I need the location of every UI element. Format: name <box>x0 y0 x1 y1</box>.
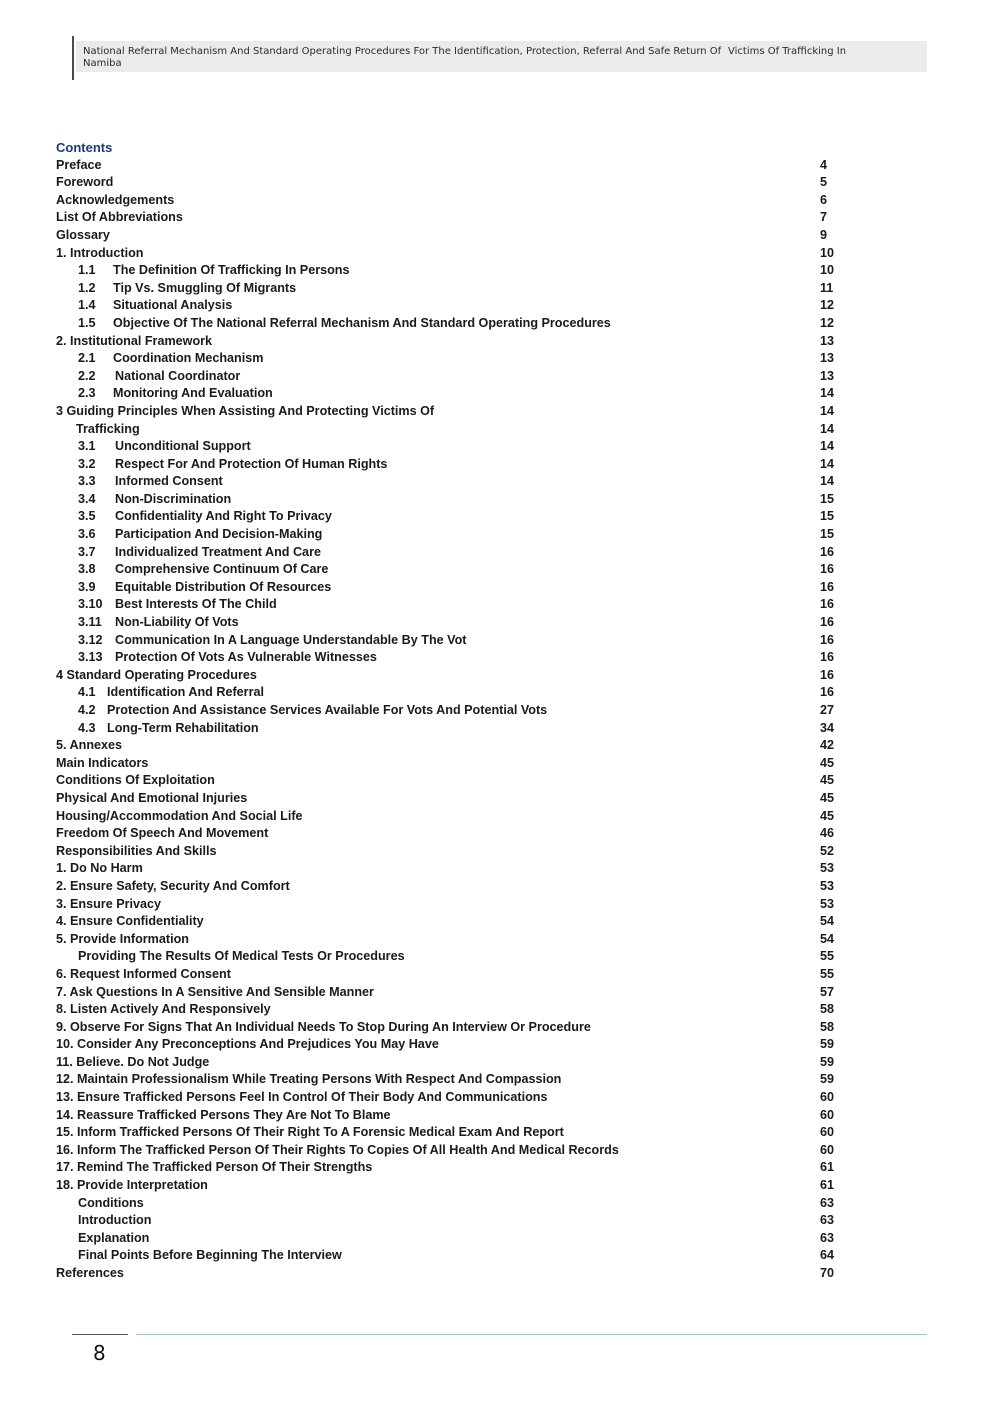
toc-entry-label: 2. Ensure Safety, Security And Comfort <box>56 878 290 893</box>
toc-entry-number: 2.3 <box>78 386 96 401</box>
toc-entry-label: Best Interests Of The Child <box>115 597 277 612</box>
toc-entry-label: 14. Reassure Trafficked Persons They Are Not To Blame <box>56 1107 391 1122</box>
toc-entry[interactable] <box>56 456 846 474</box>
toc-entry[interactable] <box>56 544 846 562</box>
toc-entry-page: 64 <box>820 1248 835 1263</box>
toc-entry-label: List Of Abbreviations <box>56 210 183 225</box>
toc-entry-page: 70 <box>820 1266 835 1280</box>
toc-entry-number: 3.8 <box>78 562 96 577</box>
toc-entry-label: 8. Listen Actively And Responsively <box>56 1002 271 1017</box>
toc-entry-page: 13 <box>820 368 835 383</box>
toc-entry[interactable] <box>56 1177 846 1195</box>
toc-entry-label: 1. Introduction <box>56 245 144 260</box>
toc-entry-page: 12 <box>820 298 835 313</box>
toc-entry-label: 15. Inform Trafficked Persons Of Their Right To A Forensic Medical Exam And Report <box>56 1125 564 1140</box>
toc-entry-label: Non-Discrimination <box>115 491 232 506</box>
toc-entry-label: Conditions <box>78 1195 144 1210</box>
toc-entry[interactable] <box>56 192 846 210</box>
toc-entry-label: 9. Observe For Signs That An Individual Needs To Stop During An Interview Or Procedure <box>56 1019 591 1034</box>
toc-entry-page: 14 <box>820 456 835 471</box>
toc-entry-label: Tip Vs. Smuggling Of Migrants <box>113 280 297 295</box>
toc-entry-number: 3.11 <box>78 615 102 630</box>
toc-entry[interactable] <box>56 1071 846 1089</box>
toc-entry-page: 63 <box>820 1230 835 1245</box>
toc-entry[interactable] <box>56 350 846 368</box>
toc-entry-page: 58 <box>820 1002 835 1017</box>
toc-entry[interactable] <box>56 843 846 861</box>
toc-entry-label: Situational Analysis <box>113 298 233 313</box>
toc-entry-label: Individualized Treatment And Care <box>115 544 321 559</box>
toc-entry-label: 3 Guiding Principles When Assisting And Protecting Victims Of <box>56 403 435 418</box>
toc-entry[interactable] <box>56 174 846 192</box>
table-of-contents <box>56 139 846 1283</box>
toc-entry-page: 45 <box>820 755 835 770</box>
toc-entry-label: Long-Term Rehabilitation <box>107 720 259 735</box>
toc-entry-page: 58 <box>820 1019 835 1034</box>
toc-entry-page: 52 <box>820 843 835 858</box>
toc-entry-label: Main Indicators <box>56 755 149 770</box>
toc-entry-page: 13 <box>820 333 835 348</box>
toc-entry-label: Communication In A Language Understandable By The Vot <box>115 632 467 647</box>
toc-entry-label: Final Points Before Beginning The Interview <box>78 1248 342 1263</box>
toc-entry[interactable] <box>56 1142 846 1160</box>
toc-entry-number: 1.4 <box>78 298 96 313</box>
toc-entry-page: 15 <box>820 509 835 524</box>
toc-entry[interactable] <box>56 931 846 949</box>
header-title-line2: Namiba <box>83 58 122 69</box>
toc-entry[interactable] <box>56 280 846 298</box>
toc-entry[interactable] <box>56 1089 846 1107</box>
toc-entry-label: Identification And Referral <box>107 685 264 700</box>
toc-entry-label: 18. Provide Interpretation <box>56 1178 208 1193</box>
toc-entry[interactable] <box>56 1054 846 1072</box>
toc-entry-number: 2.2 <box>78 368 96 383</box>
toc-entry-label: 11. Believe. Do Not Judge <box>56 1054 210 1069</box>
toc-entry[interactable] <box>56 667 846 685</box>
toc-entry-label: 7. Ask Questions In A Sensitive And Sensible Manner <box>56 984 374 999</box>
toc-entry-page: 16 <box>820 650 835 665</box>
toc-entry-number: 3.13 <box>78 650 103 665</box>
toc-entry-label: Monitoring And Evaluation <box>113 386 273 401</box>
toc-entry-page: 14 <box>820 386 835 401</box>
toc-entry[interactable] <box>56 596 846 614</box>
toc-entry-page: 14 <box>820 403 835 418</box>
toc-entry-number: 3.9 <box>78 579 96 594</box>
toc-entry[interactable] <box>56 421 846 439</box>
toc-entry-page: 55 <box>820 949 835 964</box>
toc-entry-page: 59 <box>820 1054 835 1069</box>
toc-entry-page: 14 <box>820 421 835 436</box>
toc-entry[interactable] <box>56 1019 846 1037</box>
toc-entry-number: 4.3 <box>78 720 96 735</box>
toc-entry-page: 53 <box>820 861 835 876</box>
toc-entry-label: Respect For And Protection Of Human Rights <box>115 456 388 471</box>
toc-entry[interactable] <box>56 1247 846 1265</box>
toc-entry[interactable] <box>56 825 846 843</box>
toc-entry[interactable] <box>56 297 846 315</box>
toc-entry[interactable] <box>56 368 846 386</box>
toc-entry-number: 3.10 <box>78 597 103 612</box>
toc-entry[interactable] <box>56 702 846 720</box>
toc-entry-label: The Definition Of Trafficking In Persons <box>113 263 350 278</box>
toc-entry-label: References <box>56 1266 124 1280</box>
toc-entry-label: 5. Annexes <box>56 738 123 753</box>
toc-entry-page: 59 <box>820 1072 835 1087</box>
toc-entry-page: 4 <box>820 157 828 172</box>
toc-entry[interactable] <box>56 632 846 650</box>
toc-entry[interactable] <box>56 403 846 421</box>
toc-entry[interactable] <box>56 245 846 263</box>
toc-entry-label: Protection Of Vots As Vulnerable Witnesses <box>115 650 377 665</box>
toc-entry-number: 4.1 <box>78 685 96 700</box>
toc-entry-page: 60 <box>820 1142 835 1157</box>
contents-heading: Contents <box>56 140 113 155</box>
toc-entry-label: 1. Do No Harm <box>56 861 143 876</box>
toc-entry-page: 14 <box>820 474 835 489</box>
toc-entry-page: 10 <box>820 263 835 278</box>
toc-entry-page: 12 <box>820 315 835 330</box>
toc-entry-label: Objective Of The National Referral Mechanism And Standard Operating Procedures <box>113 315 611 330</box>
toc-entry-page: 13 <box>820 351 835 366</box>
toc-entry-page: 63 <box>820 1213 835 1228</box>
toc-entry-label: Glossary <box>56 227 110 242</box>
toc-entry-label: Informed Consent <box>115 474 223 489</box>
toc-entry[interactable] <box>56 1036 846 1054</box>
toc-entry[interactable] <box>56 1230 846 1248</box>
toc-entry-page: 54 <box>820 931 835 946</box>
toc-entry-number: 3.5 <box>78 509 96 524</box>
toc-entry[interactable] <box>56 649 846 667</box>
toc-entry-page: 45 <box>820 790 835 805</box>
toc-entry-label: 4. Ensure Confidentiality <box>56 914 204 929</box>
toc-entry-page: 15 <box>820 527 835 542</box>
toc-entry-page: 16 <box>820 579 835 594</box>
toc-entry-page: 27 <box>820 703 835 717</box>
toc-entry[interactable] <box>56 1107 846 1125</box>
toc-entry[interactable] <box>56 579 846 597</box>
toc-entry-page: 42 <box>820 738 835 753</box>
toc-entry[interactable] <box>56 808 846 826</box>
toc-entry-label: 16. Inform The Trafficked Person Of Their Rights To Copies Of All Health And Medical Records <box>56 1142 619 1157</box>
toc-entry-page: 16 <box>820 685 835 700</box>
toc-entry-page: 16 <box>820 597 835 612</box>
toc-entry[interactable] <box>56 966 846 984</box>
toc-entry-label: Physical And Emotional Injuries <box>56 790 248 805</box>
toc-entry[interactable] <box>56 385 846 403</box>
toc-entry[interactable] <box>56 1212 846 1230</box>
toc-entry-page: 46 <box>820 826 835 841</box>
toc-entry[interactable] <box>56 1265 846 1283</box>
toc-entry[interactable] <box>56 438 846 456</box>
toc-entry-number: 1.5 <box>78 315 96 330</box>
toc-entry-label: Unconditional Support <box>115 439 251 454</box>
toc-entry-label: Providing The Results Of Medical Tests Or Procedures <box>78 949 405 964</box>
toc-entry-page: 6 <box>820 192 828 207</box>
toc-entry-label: National Coordinator <box>115 368 241 383</box>
toc-entry-page: 10 <box>820 245 835 260</box>
toc-entry-page: 16 <box>820 632 835 647</box>
header-title-line1: National Referral Mechanism And Standard Operating Procedures For The Identification, Protection, Referral And Safe Return Of <box>83 46 722 57</box>
running-header <box>76 41 927 72</box>
toc-entry-label: Participation And Decision-Making <box>115 527 323 542</box>
toc-entry-label: Foreword <box>56 175 114 190</box>
toc-entry-number: 3.1 <box>78 439 96 454</box>
toc-entry[interactable] <box>56 984 846 1002</box>
toc-entry[interactable] <box>56 614 846 632</box>
toc-entry-label: Equitable Distribution Of Resources <box>115 579 332 594</box>
toc-entries <box>56 157 846 1283</box>
toc-entry-label: Housing/Accommodation And Social Life <box>56 808 303 823</box>
toc-entry[interactable] <box>56 755 846 773</box>
toc-entry[interactable] <box>56 491 846 509</box>
toc-entry[interactable] <box>56 772 846 790</box>
toc-entry-page: 55 <box>820 966 835 981</box>
toc-entry[interactable] <box>56 315 846 333</box>
toc-entry-page: 15 <box>820 491 835 506</box>
toc-entry-page: 53 <box>820 896 835 911</box>
toc-entry[interactable] <box>56 333 846 351</box>
toc-entry[interactable] <box>56 790 846 808</box>
toc-entry-page: 14 <box>820 439 835 454</box>
toc-entry-label: 12. Maintain Professionalism While Treating Persons With Respect And Compassion <box>56 1072 562 1087</box>
toc-entry-label: Non-Liability Of Vots <box>115 615 239 630</box>
toc-entry-number: 3.2 <box>78 456 96 471</box>
toc-entry-number: 1.1 <box>78 263 96 278</box>
toc-entry[interactable] <box>56 508 846 526</box>
toc-entry-label: 3. Ensure Privacy <box>56 896 162 911</box>
toc-entry-label: Introduction <box>78 1213 152 1228</box>
toc-entry[interactable] <box>56 473 846 491</box>
toc-entry[interactable] <box>56 561 846 579</box>
toc-entry-label: Responsibilities And Skills <box>56 843 217 858</box>
toc-entry-number: 3.6 <box>78 527 96 542</box>
toc-entry-page: 61 <box>820 1178 835 1193</box>
toc-entry-number: 3.7 <box>78 544 96 559</box>
toc-entry-page: 53 <box>820 878 835 893</box>
toc-entry-label: Trafficking <box>76 421 140 436</box>
toc-entry[interactable] <box>56 860 846 878</box>
toc-entry-label: Freedom Of Speech And Movement <box>56 826 269 841</box>
toc-entry-label: 2. Institutional Framework <box>56 333 213 348</box>
toc-entry-page: 16 <box>820 544 835 559</box>
toc-entry-label: Conditions Of Exploitation <box>56 773 215 788</box>
toc-entry-page: 16 <box>820 562 835 577</box>
toc-entry[interactable] <box>56 157 846 175</box>
toc-entry-number: 1.2 <box>78 280 96 295</box>
toc-entry[interactable] <box>56 948 846 966</box>
toc-entry-page: 11 <box>820 280 834 295</box>
toc-entry[interactable] <box>56 878 846 896</box>
toc-entry[interactable] <box>56 526 846 544</box>
toc-entry-page: 45 <box>820 808 835 823</box>
toc-entry-label: 4 Standard Operating Procedures <box>56 667 257 682</box>
toc-entry-page: 54 <box>820 914 835 929</box>
toc-entry-page: 60 <box>820 1090 835 1105</box>
toc-entry[interactable] <box>56 1001 846 1019</box>
toc-entry-label: Preface <box>56 157 102 172</box>
toc-entry[interactable] <box>56 227 846 245</box>
footer-rule-left <box>72 1334 128 1335</box>
toc-entry[interactable] <box>56 262 846 280</box>
toc-entry-page: 61 <box>820 1160 835 1175</box>
toc-entry-label: Coordination Mechanism <box>113 351 264 366</box>
toc-entry-page: 63 <box>820 1195 835 1210</box>
toc-entry[interactable] <box>56 720 846 738</box>
toc-entry-page: 59 <box>820 1037 835 1052</box>
toc-entry[interactable] <box>56 913 846 931</box>
toc-entry[interactable] <box>56 209 846 227</box>
toc-entry-label: Protection And Assistance Services Available For Vots And Potential Vots <box>107 703 548 717</box>
header-rule <box>72 36 74 80</box>
toc-entry[interactable] <box>56 1195 846 1213</box>
toc-entry-page: 9 <box>820 227 828 242</box>
header-title-line1-end: Victims Of Trafficking In <box>728 46 847 57</box>
page-number: 8 <box>93 1341 106 1365</box>
toc-entry[interactable] <box>56 684 846 702</box>
toc-entry-label: 13. Ensure Trafficked Persons Feel In Control Of Their Body And Communications <box>56 1090 548 1105</box>
toc-entry[interactable] <box>56 896 846 914</box>
toc-entry[interactable] <box>56 1124 846 1142</box>
toc-entry-page: 16 <box>820 667 835 682</box>
toc-entry-label: Explanation <box>78 1230 150 1245</box>
toc-entry-label: Comprehensive Continuum Of Care <box>115 562 329 577</box>
toc-entry-page: 57 <box>820 984 835 999</box>
toc-entry-number: 3.3 <box>78 474 96 489</box>
toc-entry-page: 60 <box>820 1125 835 1140</box>
toc-entry-number: 3.4 <box>78 491 96 506</box>
toc-entry-page: 16 <box>820 615 835 630</box>
toc-entry-number: 2.1 <box>78 351 96 366</box>
toc-entry-label: 10. Consider Any Preconceptions And Prejudices You May Have <box>56 1037 439 1052</box>
footer-rule-right <box>136 1334 927 1335</box>
toc-entry-label: 5. Provide Information <box>56 931 189 946</box>
toc-entry-label: 17. Remind The Trafficked Person Of Their Strengths <box>56 1160 373 1175</box>
toc-entry-label: Confidentiality And Right To Privacy <box>115 509 332 524</box>
toc-entry-number: 4.2 <box>78 703 96 717</box>
toc-entry[interactable] <box>56 737 846 755</box>
toc-entry-label: 6. Request Informed Consent <box>56 966 231 981</box>
toc-entry-page: 34 <box>820 720 835 735</box>
toc-entry-page: 45 <box>820 773 835 788</box>
toc-entry-page: 60 <box>820 1107 835 1122</box>
toc-entry[interactable] <box>56 1159 846 1177</box>
toc-entry-page: 7 <box>820 210 828 225</box>
toc-entry-label: Acknowledgements <box>56 192 175 207</box>
toc-entry-number: 3.12 <box>78 632 103 647</box>
toc-entry-page: 5 <box>820 175 828 190</box>
